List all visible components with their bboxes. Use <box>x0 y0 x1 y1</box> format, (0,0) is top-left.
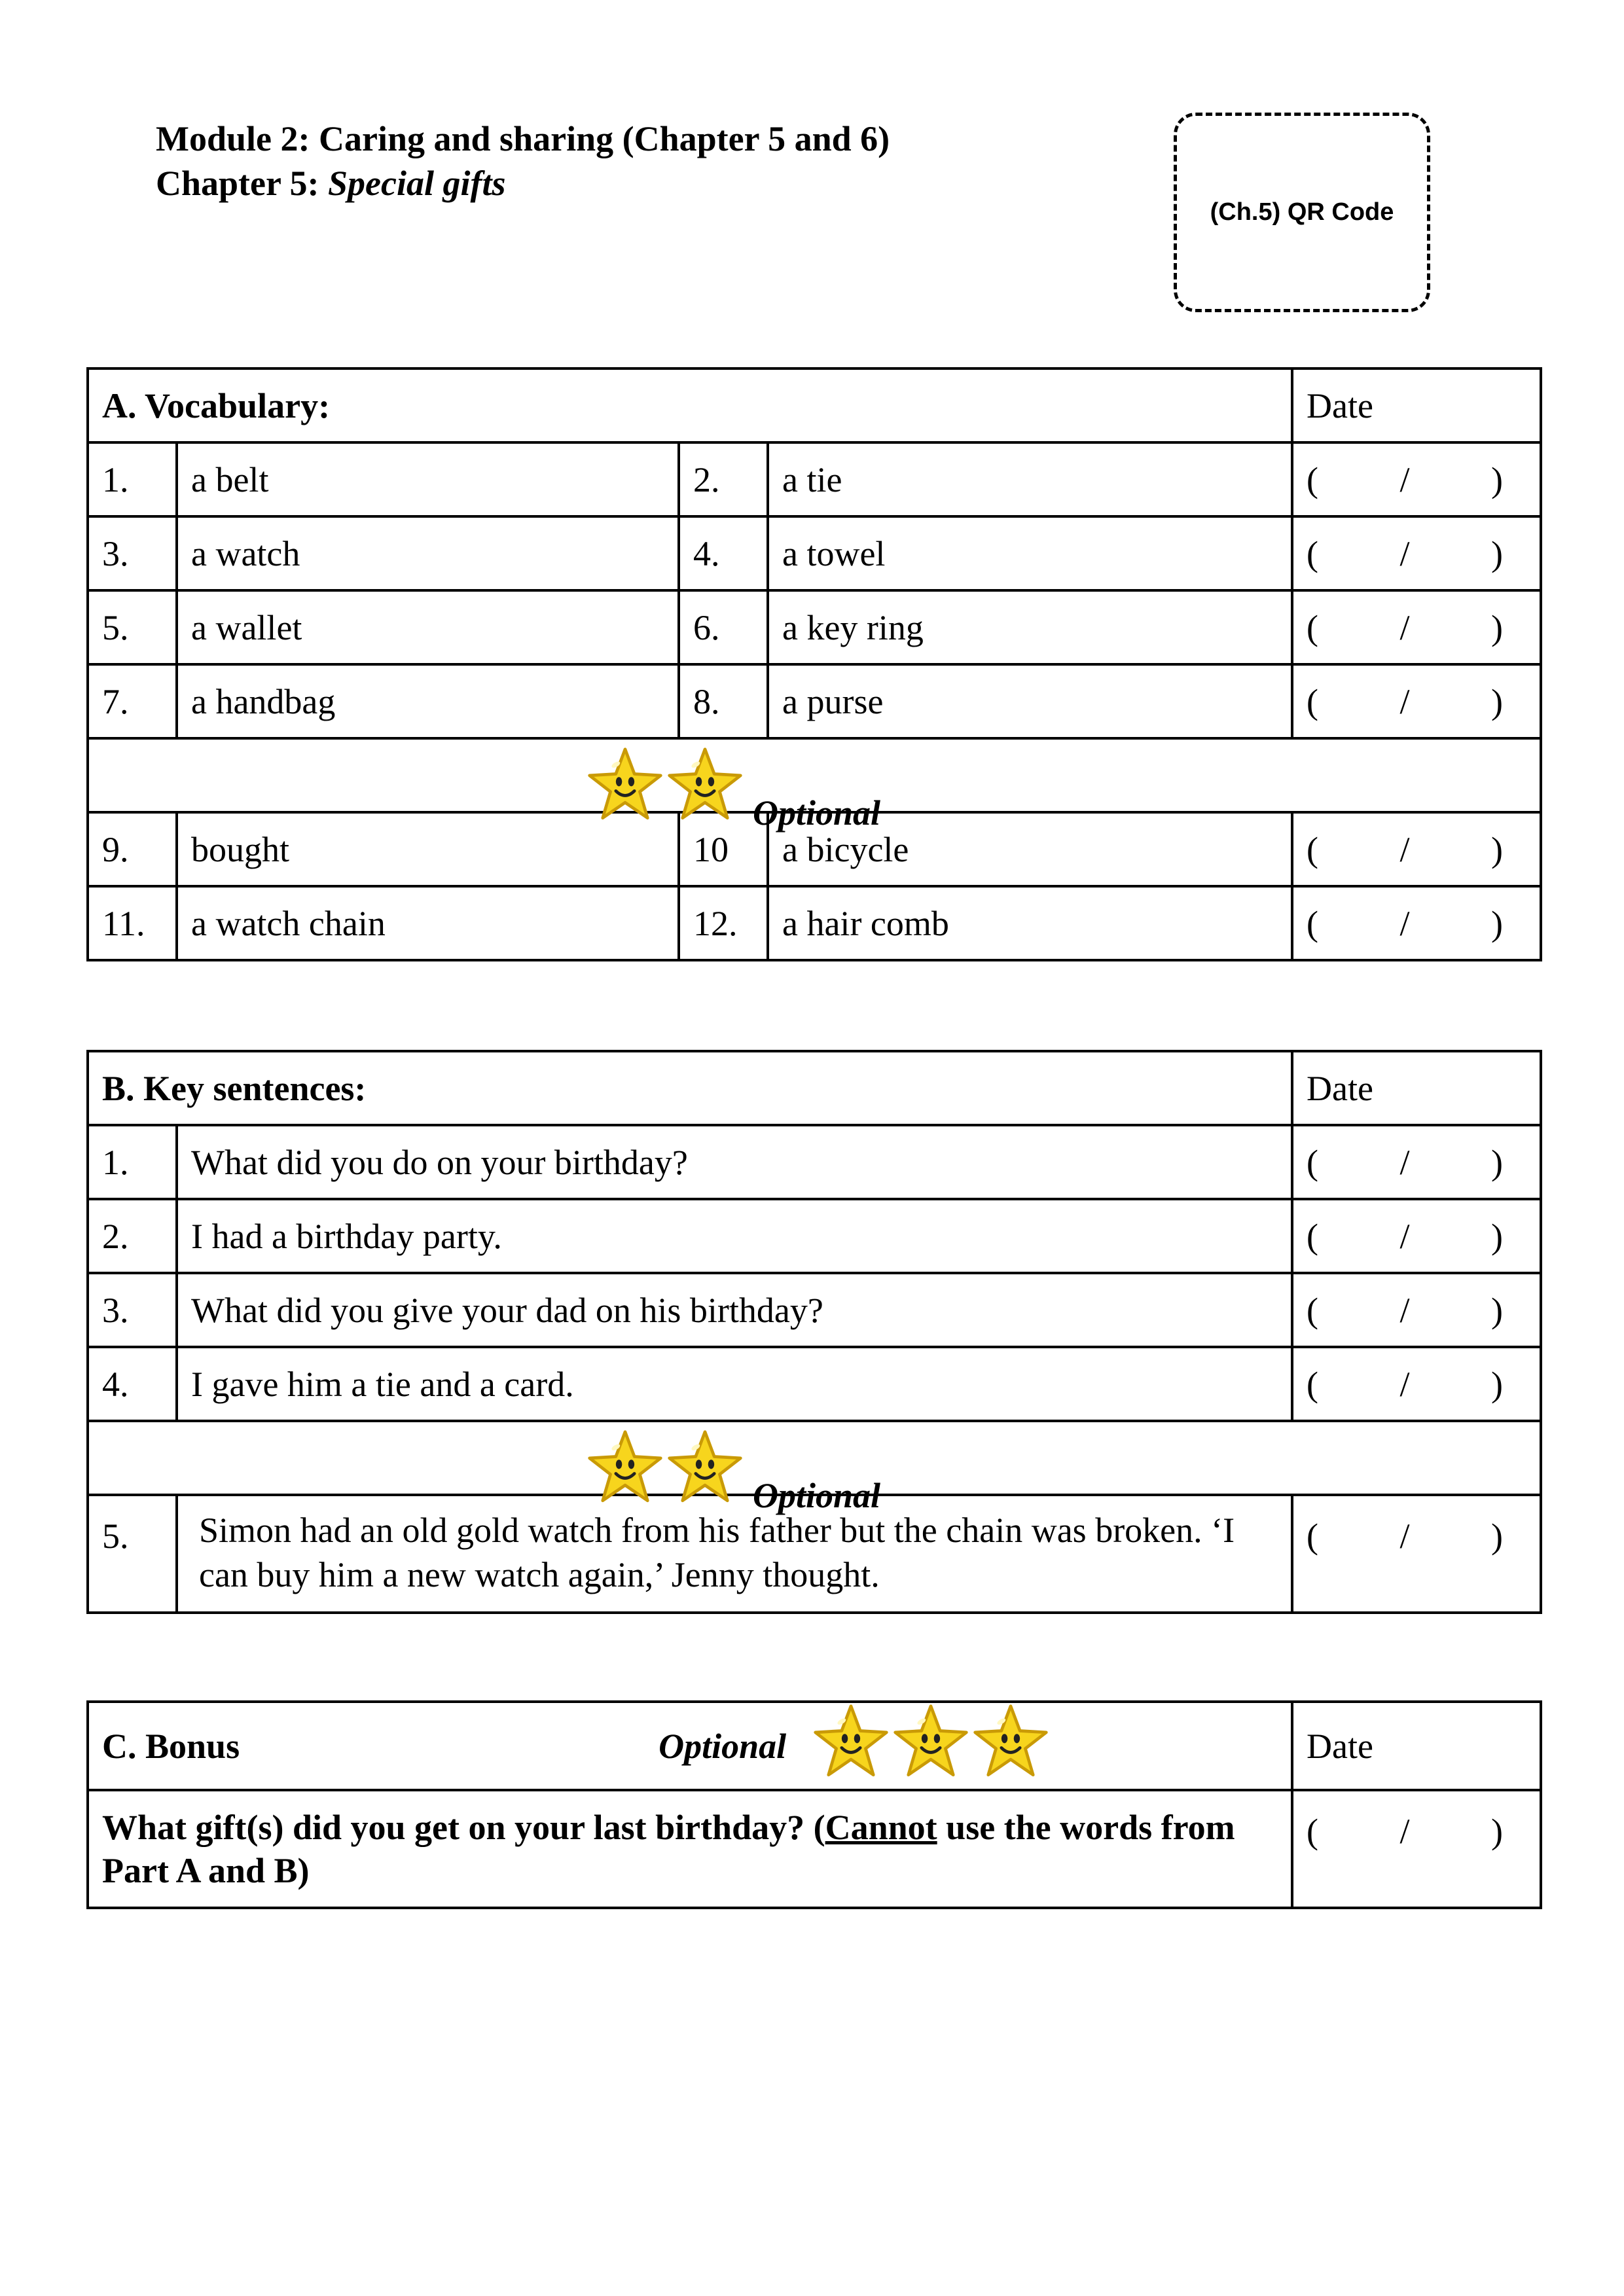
date-field[interactable]: ( / ) <box>1292 516 1541 590</box>
date-field[interactable]: ( / ) <box>1292 1125 1541 1199</box>
smiley-star-icon <box>812 1703 890 1780</box>
bonus-question: What gift(s) did you get on your last birthday? (Cannot use the words from Part A and B) <box>88 1790 1292 1908</box>
module-title: Module 2: Caring and sharing (Chapter 5 and 6) <box>156 119 890 158</box>
date-field[interactable]: ( / ) <box>1292 1273 1541 1347</box>
vocabulary-word: a key ring <box>768 590 1292 664</box>
vocabulary-rows <box>88 442 1541 738</box>
vocabulary-title: A. Vocabulary: <box>88 368 1292 442</box>
date-field[interactable]: ( / ) <box>1292 1347 1541 1421</box>
bonus-date-header: Date <box>1292 1702 1541 1790</box>
sentence-text: Simon had an old gold watch from his father but the chain was broken. ‘I can buy him a new watch again,’ Jenny thought. <box>177 1495 1292 1613</box>
key-sentences-date-header: Date <box>1292 1051 1541 1125</box>
item-number: 6. <box>679 590 768 664</box>
sentence-text: What did you give your dad on his birthday? <box>177 1273 1292 1347</box>
date-field[interactable]: ( / ) <box>1292 442 1541 516</box>
key-sentence-rows <box>88 1125 1541 1421</box>
vocabulary-optional-rows <box>88 812 1541 960</box>
sentence-text: What did you do on your birthday? <box>177 1125 1292 1199</box>
key-sentences-optional-banner <box>88 1421 1541 1515</box>
page-heading <box>156 117 890 206</box>
vocabulary-word: a purse <box>768 664 1292 738</box>
chapter-label: Chapter 5: <box>156 164 319 203</box>
item-number: 3. <box>88 516 177 590</box>
smiley-star-icon <box>972 1703 1049 1780</box>
sentence-row <box>88 1347 1541 1421</box>
key-sentences-table <box>86 1050 1542 1614</box>
vocabulary-word: a wallet <box>177 590 679 664</box>
qr-label: (Ch.5) QR Code <box>1210 198 1394 226</box>
item-number: 2. <box>679 442 768 516</box>
sentence-row <box>88 1125 1541 1199</box>
item-number: 12. <box>679 886 768 960</box>
bonus-table <box>86 1700 1542 1909</box>
sentence-number: 4. <box>88 1347 177 1421</box>
vocabulary-row <box>88 516 1541 590</box>
vocabulary-word: a towel <box>768 516 1292 590</box>
vocabulary-row <box>88 442 1541 516</box>
sentence-row <box>88 1199 1541 1273</box>
smiley-star-icon <box>586 746 664 823</box>
date-field[interactable]: ( / ) <box>1292 1790 1541 1908</box>
vocabulary-row <box>88 886 1541 960</box>
item-number: 1. <box>88 442 177 516</box>
optional-label: Optional <box>659 1726 787 1766</box>
vocabulary-word: a bicycle <box>768 812 1292 886</box>
date-field[interactable]: ( / ) <box>1292 1199 1541 1273</box>
date-field[interactable]: ( / ) <box>1292 664 1541 738</box>
date-field[interactable]: ( / ) <box>1292 812 1541 886</box>
item-number: 5. <box>88 590 177 664</box>
sentence-number: 1. <box>88 1125 177 1199</box>
date-field[interactable]: ( / ) <box>1292 590 1541 664</box>
vocabulary-word: a hair comb <box>768 886 1292 960</box>
key-sentences-title: B. Key sentences: <box>88 1051 1292 1125</box>
vocabulary-table <box>86 367 1542 961</box>
sentence-row <box>88 1273 1541 1347</box>
sentence-text: I had a birthday party. <box>177 1199 1292 1273</box>
smiley-star-icon <box>586 1429 664 1506</box>
sentence-number: 5. <box>88 1495 177 1613</box>
sentence-text: I gave him a tie and a card. <box>177 1347 1292 1421</box>
optional-label: Optional <box>753 793 881 833</box>
vocabulary-word: a tie <box>768 442 1292 516</box>
item-number: 9. <box>88 812 177 886</box>
vocabulary-word: a watch chain <box>177 886 679 960</box>
vocabulary-date-header: Date <box>1292 368 1541 442</box>
sentence-number: 3. <box>88 1273 177 1347</box>
vocabulary-optional-banner <box>88 738 1541 833</box>
sentence-number: 2. <box>88 1199 177 1273</box>
item-number: 10 <box>679 812 768 886</box>
date-field[interactable]: ( / ) <box>1292 1495 1541 1613</box>
vocabulary-word: bought <box>177 812 679 886</box>
vocabulary-word: a watch <box>177 516 679 590</box>
chapter-line <box>156 161 890 206</box>
bonus-title: C. Bonus <box>102 1726 240 1766</box>
bonus-title-cell <box>88 1702 1292 1790</box>
item-number: 11. <box>88 886 177 960</box>
chapter-name: Special gifts <box>328 164 506 203</box>
qr-code-placeholder <box>1174 113 1430 312</box>
smiley-star-icon <box>666 746 744 823</box>
vocabulary-word: a belt <box>177 442 679 516</box>
item-number: 4. <box>679 516 768 590</box>
item-number: 8. <box>679 664 768 738</box>
smiley-star-icon <box>892 1703 969 1780</box>
vocabulary-row <box>88 590 1541 664</box>
optional-label: Optional <box>753 1476 881 1515</box>
vocabulary-word: a handbag <box>177 664 679 738</box>
item-number: 7. <box>88 664 177 738</box>
date-field[interactable]: ( / ) <box>1292 886 1541 960</box>
smiley-star-icon <box>666 1429 744 1506</box>
cannot-underlined: Cannot <box>825 1808 937 1847</box>
vocabulary-row <box>88 664 1541 738</box>
